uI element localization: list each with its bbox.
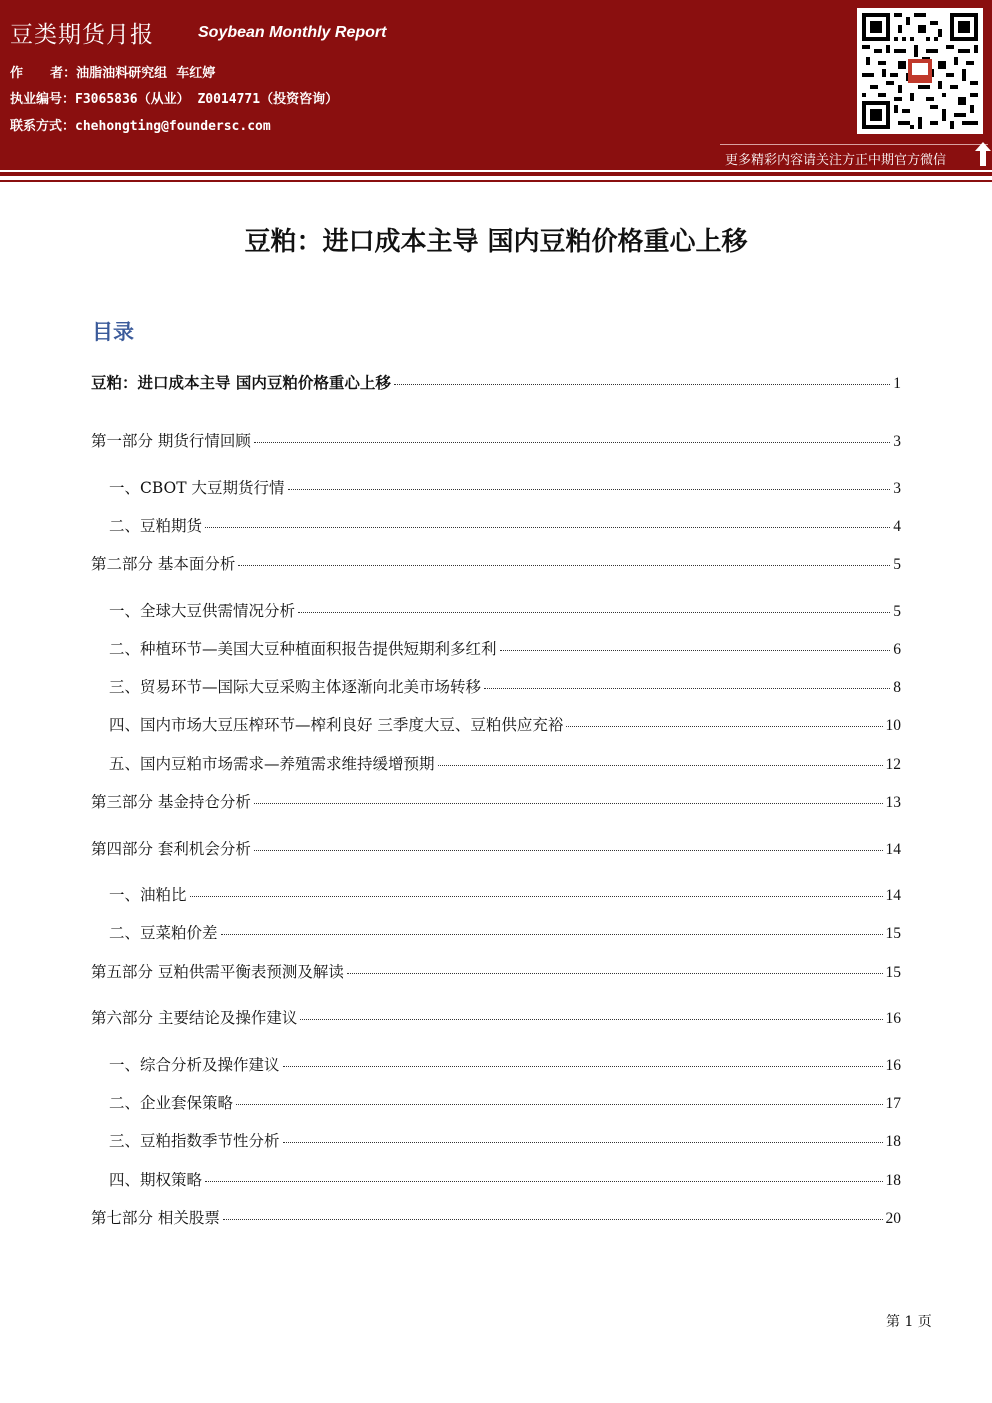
- toc-leader-dots: [394, 384, 890, 385]
- toc-entry-page: 15: [885, 925, 901, 942]
- toc-entry[interactable]: [109, 752, 901, 774]
- toc-entry-label: 三、贸易环节—国际大豆采购主体逐渐向北美市场转移: [109, 678, 482, 696]
- toc-entry[interactable]: [109, 713, 901, 735]
- toc-entry-label: 第四部分 套利机会分析: [91, 840, 251, 858]
- toc-entry-label: 二、豆粕期货: [109, 517, 203, 535]
- toc-entry-label: 四、期权策略: [109, 1171, 203, 1189]
- toc-entry-page: 3: [893, 433, 901, 450]
- toc-entry[interactable]: [91, 1006, 901, 1028]
- toc-entry-label: 豆粕：进口成本主导 国内豆粕价格重心上移: [91, 374, 391, 392]
- toc-entry-page: 4: [893, 518, 901, 535]
- toc-entry-label: 四、国内市场大豆压榨环节—榨利良好 三季度大豆、豆粕供应充裕: [109, 716, 564, 734]
- toc-leader-dots: [221, 934, 883, 935]
- toc-entry-label: 一、综合分析及操作建议: [109, 1056, 280, 1074]
- toc-entry-label: 二、企业套保策略: [109, 1094, 234, 1112]
- header-rule-thick: [0, 172, 992, 176]
- toc-leader-dots: [238, 565, 890, 566]
- contact-email[interactable]: chehongting@foundersc.com: [75, 119, 271, 134]
- toc-entry[interactable]: [109, 675, 901, 697]
- contact-line: [10, 115, 271, 134]
- toc-entry-label: 二、种植环节—美国大豆种植面积报告提供短期利多红利: [109, 640, 497, 658]
- toc-entry[interactable]: [91, 552, 901, 574]
- toc-entry-label: 第二部分 基本面分析: [91, 555, 236, 573]
- toc-entry-page: 5: [893, 556, 901, 573]
- toc-leader-dots: [205, 1181, 882, 1182]
- toc-entry[interactable]: [109, 637, 901, 659]
- license-line: [10, 88, 338, 107]
- report-subtitle: Soybean Monthly Report: [198, 24, 387, 41]
- toc-leader-dots: [283, 1066, 883, 1067]
- toc-entry-page: 18: [885, 1172, 901, 1189]
- toc-entry-page: 14: [885, 887, 901, 904]
- toc-entry-page: 20: [885, 1210, 901, 1227]
- toc-entry-label: 三、豆粕指数季节性分析: [109, 1132, 280, 1150]
- toc-entry-page: 3: [893, 480, 901, 497]
- toc-leader-dots: [254, 803, 883, 804]
- report-header: [0, 0, 992, 170]
- toc-entry-page: 6: [893, 641, 901, 658]
- qr-code-graphic: [862, 13, 978, 129]
- toc-leader-dots: [205, 527, 890, 528]
- toc-entry-label: 五、国内豆粕市场需求—养殖需求维持缓增预期: [109, 755, 435, 773]
- toc-leader-dots: [254, 442, 890, 443]
- toc-entry-page: 17: [885, 1095, 901, 1112]
- author-value: 油脂油料研究组 车红婷: [76, 66, 216, 81]
- toc-entry-page: 10: [885, 717, 901, 734]
- license-label: 执业编号：: [10, 92, 76, 107]
- toc-entry-label: 一、油粕比: [109, 886, 187, 904]
- toc-entry-page: 8: [893, 679, 901, 696]
- toc-entry[interactable]: [109, 1053, 901, 1075]
- toc-entry[interactable]: [91, 960, 901, 982]
- toc-leader-dots: [300, 1019, 882, 1020]
- toc-entry-page: 14: [885, 841, 901, 858]
- toc-entry[interactable]: [109, 921, 901, 943]
- up-arrow-icon: [974, 141, 992, 167]
- page-number: 第 1 页: [886, 1314, 932, 1330]
- document-title: 豆粕：进口成本主导 国内豆粕价格重心上移: [244, 227, 748, 257]
- toc-entry-label: 二、豆菜粕价差: [109, 924, 218, 942]
- toc-entry[interactable]: [91, 790, 901, 812]
- toc-entry-label: 第一部分 期货行情回顾: [91, 432, 251, 450]
- toc-leader-dots: [283, 1142, 883, 1143]
- toc-leader-dots: [566, 726, 882, 727]
- toc-entry[interactable]: [109, 514, 901, 536]
- toc-entry[interactable]: [91, 429, 901, 451]
- toc-entry-page: 12: [885, 756, 901, 773]
- toc-entry-label: 第五部分 豆粕供需平衡表预测及解读: [91, 963, 344, 981]
- toc-entry-page: 16: [885, 1057, 901, 1074]
- toc-entry[interactable]: [109, 599, 901, 621]
- toc-entry-label: 第七部分 相关股票: [91, 1209, 220, 1227]
- report-title: 豆类期货月报: [10, 22, 154, 48]
- toc-entry[interactable]: [109, 883, 901, 905]
- toc-leader-dots: [484, 688, 890, 689]
- toc-entry-page: 5: [893, 603, 901, 620]
- toc-leader-dots: [190, 896, 883, 897]
- toc-entry-page: 13: [885, 794, 901, 811]
- toc-entry-page: 16: [885, 1010, 901, 1027]
- license-value: F3065836（从业） Z0014771（投资咨询）: [75, 92, 339, 107]
- toc-entry-page: 1: [893, 375, 901, 392]
- toc-leader-dots: [298, 612, 890, 613]
- toc-entry-page: 18: [885, 1133, 901, 1150]
- toc-entry[interactable]: [91, 1206, 901, 1228]
- toc-leader-dots: [500, 650, 891, 651]
- toc-entry-page: 15: [885, 964, 901, 981]
- toc-entry[interactable]: [109, 1168, 901, 1190]
- toc-heading: 目录: [92, 320, 134, 344]
- author-label: 作 者：: [10, 66, 77, 81]
- toc-entry-label: 第三部分 基金持仓分析: [91, 793, 251, 811]
- toc-leader-dots: [288, 489, 891, 490]
- toc-leader-dots: [223, 1219, 883, 1220]
- follow-divider: [720, 144, 988, 145]
- author-line: [10, 62, 215, 81]
- toc-entry[interactable]: [91, 371, 901, 393]
- toc-entry-label: 第六部分 主要结论及操作建议: [91, 1009, 298, 1027]
- toc-entry[interactable]: [109, 476, 901, 498]
- header-rule-thin: [0, 180, 992, 182]
- toc-leader-dots: [254, 850, 883, 851]
- toc-entry[interactable]: [109, 1129, 901, 1151]
- toc-leader-dots: [347, 973, 883, 974]
- toc-leader-dots: [438, 765, 883, 766]
- toc-entry[interactable]: [109, 1091, 901, 1113]
- toc-entry-label: 一、CBOT 大豆期货行情: [109, 479, 285, 497]
- follow-wechat-note: 更多精彩内容请关注方正中期官方微信: [725, 153, 947, 168]
- toc-entry-label: 一、全球大豆供需情况分析: [109, 602, 296, 620]
- toc-leader-dots: [236, 1104, 882, 1105]
- qr-code: [857, 8, 983, 134]
- contact-label: 联系方式：: [10, 119, 76, 134]
- toc-entry[interactable]: [91, 837, 901, 859]
